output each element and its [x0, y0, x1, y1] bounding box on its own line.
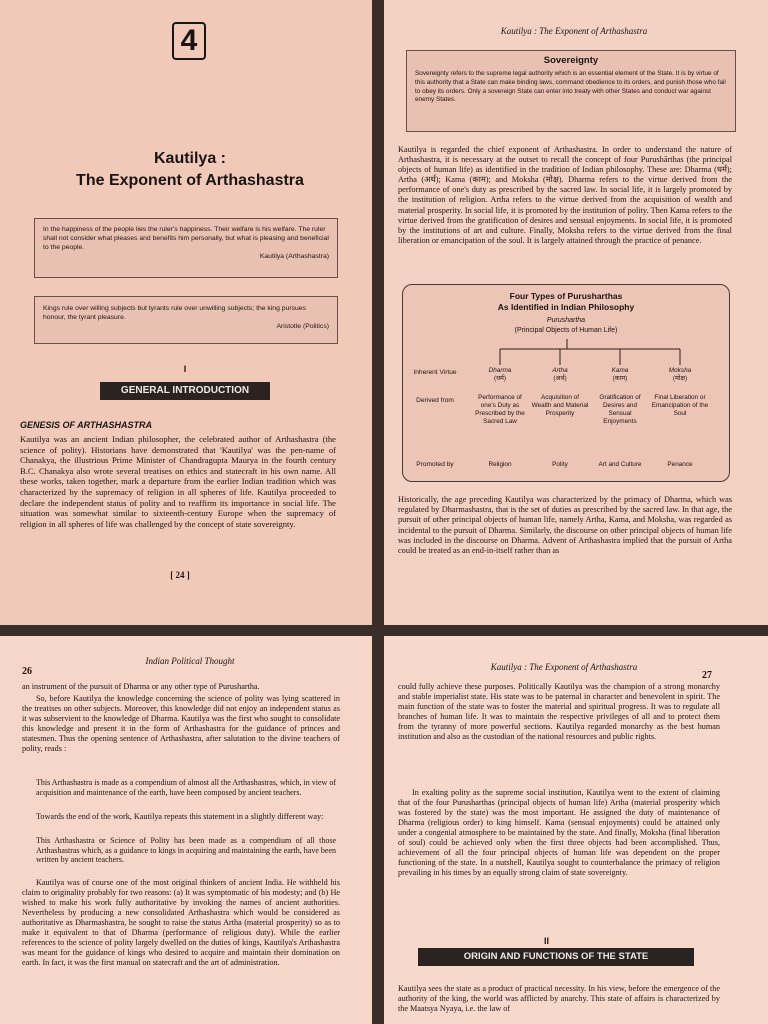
purusharthas-intro-text: Kautilya is regarded the chief exponent of Arthashastra. In order to understand the nature of Arthashastra, it is necessary at the outset to recall the concept of four Purushārthas (the principal objects of human life) as identified in the tradition of Indian philosophy. These are: Dharma (धर्म); Artha (अर्थ); Kama (काम); and Moksha (मोक्ष). Dharma refers to the virtue derived from the performance of one's duty as prescribed by the sacred law. In social life, it is largely promoted by the institution of religion. Artha refers to the virtue derived from the acquisition of wealth and material prosperity. In social life, it is promoted by the institution of polity. Then Kama refers to the virtue derived from the gratification of desires and sensual enjoyments. In social life, it is promoted by the institutions of art and culture. Finally, Moksha refers to the virtue derived from the final liberation or emancipation of the soul. It is largely attained through the practice of penance.	[398, 145, 732, 245]
column-promoted-moksha: Penance	[667, 461, 693, 468]
column-promoted-artha: Polity	[552, 461, 568, 468]
column-promoted-dharma: Religion	[488, 461, 512, 468]
column-deva-dharma: (धर्म)	[493, 375, 506, 383]
page-24	[0, 0, 372, 625]
page-number-26: 26	[22, 666, 32, 677]
column-dharma	[471, 367, 529, 468]
column-deva-moksha: (मोक्ष)	[672, 375, 688, 383]
column-name-moksha: Moksha	[668, 367, 692, 374]
column-name-artha: Artha	[552, 367, 568, 374]
chapter-number-badge	[172, 22, 206, 60]
quote-box-aristotle	[34, 296, 338, 344]
column-deva-artha: (अर्थ)	[553, 375, 567, 383]
p27-para-1: could fully achieve these purposes. Politically Kautilya was the champion of a strong monarchy and stable imperialist state. His state was to be paternal in character and benevolent in spirit. The main function of the state was to foster the material and spiritual progress. It was to regulate all branches of human life. It was to maintain the respective privileges of all and to protect them from the tyranny of more powerful sections. Kautilya regarded monarchy as the best human institution and also as the custodian of the national resources and public rights.	[398, 682, 720, 741]
column-derived-artha: Acquisition of Wealth and Material Prosperity	[531, 393, 589, 418]
row-label-inherent-virtue: Inherent Virtue	[413, 369, 457, 376]
running-head: Indian Political Thought	[145, 656, 235, 666]
p26-para-4: Kautilya was of course one of the most original thinkers of ancient India. He withheld his claim to originality probably for two reasons: (a) It was symptomatic of his modesty; and (b) He wished to make his work fully authoritative by invoking the names of ancient authorities. Nevertheless by producing a new consolidated Arthashastra which would be considered as authoritative as Dharmashastra, he sought to raise the status Artha (material prosperity) so as to make it equivalent to that of Dharma (performance of religious duty). While the earlier references to the science of polity largely dwelled on the duties of kings, Kautilya's Arthashastra was meant for the guidance of kings who desired to acquire and maintain their domination on earth. In fact, it was the first manual on statecraft and the art of administration.	[22, 878, 340, 967]
page-number-27: 27	[702, 670, 712, 681]
chapter-title-line2: The Exponent of Arthashastra	[76, 172, 304, 189]
column-moksha	[651, 367, 709, 468]
column-promoted-kama: Art and Culture	[598, 461, 642, 468]
page-number-24: [ 24 ]	[170, 570, 190, 580]
purusharthas-diagram	[402, 284, 730, 482]
row-label-derived-from: Derived from	[416, 397, 454, 404]
p26-quote-1: This Arthashastra is made as a compendium of almost all the Arthashastras, which, in view of acquisition and maintenance of the earth, have been composed by ancient teachers.	[36, 778, 336, 797]
column-kama	[591, 367, 649, 468]
diagram-title-1: Four Types of Purusharthas	[509, 291, 623, 301]
quote-source-aristotle: Aristotle (Politics)	[276, 323, 329, 330]
diagram-title-2: As Identified in Indian Philosophy	[497, 302, 635, 312]
diagram-root-label: Purushartha	[546, 317, 586, 324]
sovereignty-title: Sovereignty	[543, 55, 599, 66]
chapter-title-line1: Kautilya :	[153, 150, 226, 167]
p26-para-1: an instrument of the pursuit of Dharma or any other type of Purushartha.	[22, 682, 260, 691]
section-heading-origin-functions: ORIGIN AND FUNCTIONS OF THE STATE	[418, 948, 694, 966]
quote-text-aristotle: Kings rule over willing subjects but tyrants rule over unwilling subjects; the king pursues honour, the tyrant pleasure.	[43, 305, 306, 321]
column-artha	[531, 367, 589, 468]
genesis-body-text: Kautilya was an ancient Indian philosopher, the celebrated author of Arthashastra (the science of polity). Historians have demonstrated that 'Kautilya' was the pen-name of Chanakya, the illustrious Prime Minister of Chandragupta Maurya in the fourth century B.C. Chanakya also wrote several treatises on ethics and statecraft in his own name. All these works, taken together, mark a departure from the earlier Indian tradition which was characterized by the supremacy of religion in all spheres of life. Kautilya proceeded to declare the independent status of polity and to reaffirm its importance in social life. The situation was somewhat similar to sixteenth-century Europe when the supremacy of religion in all spheres of life was challenged by the concept of state sovereignty.	[20, 434, 336, 529]
page-25	[384, 0, 768, 625]
column-derived-dharma: Performance of one's Duty as Prescribed by the Sacred Law	[475, 393, 525, 426]
page-27	[384, 636, 768, 1024]
sovereignty-text: Sovereignty refers to the supreme legal authority which is an essential element of the State. It is by virtue of this authority that a State can make binding laws, command obedience to its orders, and punish those who fail to obey its orders. Only a sovereign State can enter into treaty with other States and conduct war against enemy States.	[415, 70, 726, 104]
section-roman-numeral-ii: II	[544, 936, 550, 946]
column-deva-kama: (काम)	[612, 375, 628, 383]
column-name-dharma: Dharma	[488, 367, 512, 374]
running-head: Kautilya : The Exponent of Arthashastra	[490, 662, 638, 672]
quote-text-kautilya: In the happiness of the people lies the ruler's happiness. Their welfare is his welfare. The ruler shall not consider what pleases and benefits him personally, but what is pleasing and beneficial to the people.	[43, 226, 329, 251]
page-26	[0, 636, 372, 1024]
subheading-genesis: GENESIS OF ARTHASHASTRA	[20, 420, 153, 430]
column-derived-kama: Gratification of Desires and Sensual Enjoyments	[599, 393, 641, 426]
p26-para-3: Towards the end of the work, Kautilya repeats this statement in a slightly different way:	[36, 812, 324, 821]
sovereignty-box	[406, 50, 736, 132]
row-label-promoted-by: Promoted by	[416, 461, 454, 468]
diagram-root-sublabel: (Principal Objects of Human Life)	[514, 327, 618, 334]
diagram-tree-lines	[403, 337, 731, 367]
p26-quote-2: This Arthashastra or Science of Polity has been made as a compendium of all those Arthashastras which, as a guidance to kings in acquiring and maintaining the earth, have been written by ancient teachers.	[36, 836, 336, 865]
quote-box-kautilya	[34, 218, 338, 278]
column-name-kama: Kama	[611, 367, 629, 374]
column-derived-moksha: Final Liberation or Emancipation of the Soul	[651, 393, 709, 418]
quote-source-kautilya: Kautilya (Arthashastra)	[259, 253, 329, 260]
section-heading-general-introduction: GENERAL INTRODUCTION	[100, 382, 270, 400]
historical-context-text: Historically, the age preceding Kautilya was characterized by the primacy of Dharma, which was regulated by Dharmashastra, that is the set of duties as prescribed by the sacred law. In that age, the pursuit of other principal objects of human life, namely Artha, Kama, and Moksha, was regarded as incidental to the pursuit of Dharma. Similarly, the discourse on other principal objects of human life was included in the discourse on Dharma. Advent of Arthashastra implied that the pursuit of Artha could be treated as an end-in-itself rather than as	[398, 495, 732, 556]
running-head: Kautilya : The Exponent of Arthashastra	[500, 26, 648, 36]
p27-para-2: In exalting polity as the supreme social institution, Kautilya went to the extent of claiming that of the four Purusharthas (principal objects of human life) Artha (material prosperity which was fostered by the state) was the most important. He assigned the duty of maintenance of Dharma (religious order) to king himself. Kama (sensual enjoyments) could be attained only under a congenial atmosphere to be maintained by the state. And finally, Moksha (final liberation of soul) could be achieved only when the first three objects had been accomplished. Thus, achievement of all the four principal objects of human life was dependent on the proper functioning of the state. In a nutshell, Kautilya sought to counterbalance the primacy of religion prevailing in his times by an equally strong claim of state sovereignty.	[398, 788, 720, 877]
chapter-number: 4	[180, 24, 198, 57]
p27-para-3: Kautilya sees the state as a product of practical necessity. In his view, before the emergence of the authority of the king, the world was afflicted by anarchy. This state of affairs is characterized by the Maatsya Nyaya, i.e. the law of	[398, 984, 720, 1013]
p26-para-2: So, before Kautilya the knowledge concerning the science of polity was lying scattered in the treatises on other subjects. Moreover, this knowledge did not enjoy an independent status as it was subservient to the knowledge of Dharma. Kautilya was the first who sought to consolidate this knowledge and present it in the form of Arthashastra for the guidance of princes and statesmen. Thus the opening sentence of Arthashastra, after salutation to the divine teachers of polity, reads :	[22, 694, 340, 753]
section-roman-numeral: I	[183, 364, 187, 374]
